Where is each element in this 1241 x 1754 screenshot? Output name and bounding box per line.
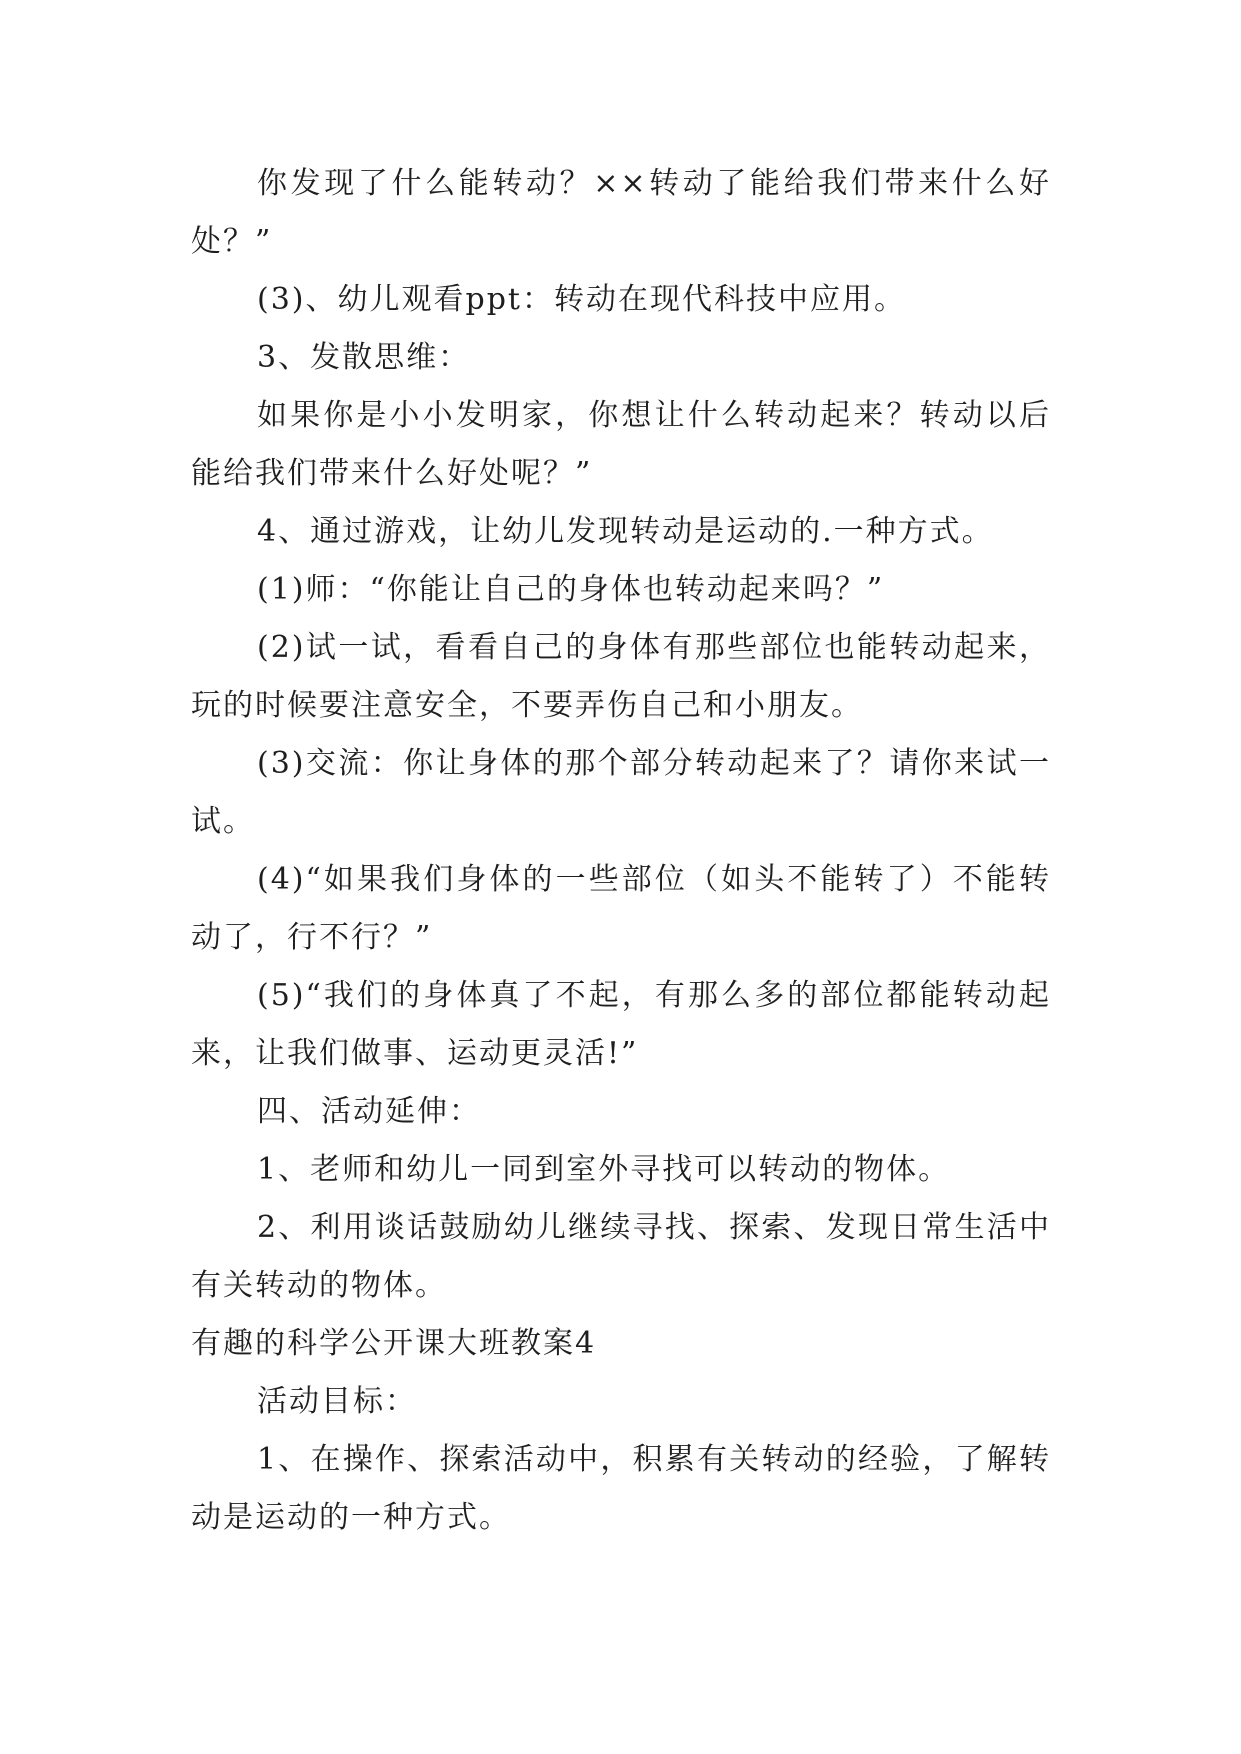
paragraph: 活动目标： [257, 1384, 417, 1419]
paragraph: (4)“如果我们身体的一些部位（如头不能转了）不能转动了，行不行？” [191, 862, 1051, 955]
section-heading: 有趣的科学公开课大班教案4 [191, 1326, 597, 1361]
paragraph: (2)试一试，看看自己的身体有那些部位也能转动起来，玩的时候要注意安全，不要弄伤自己和小朋友。 [191, 630, 1051, 723]
paragraph: 如果你是小小发明家，你想让什么转动起来？转动以后能给我们带来什么好处呢？” [191, 398, 1051, 491]
paragraph: 你发现了什么能转动？××转动了能给我们带来什么好处？” [191, 166, 1051, 259]
paragraph: (3)交流：你让身体的那个部分转动起来了？请你来试一试。 [191, 746, 1051, 839]
paragraph: 4、通过游戏，让幼儿发现转动是运动的.一种方式。 [257, 514, 994, 549]
paragraph: 3、发散思维： [257, 340, 471, 375]
document-body [191, 155, 1051, 1547]
paragraph: 2、利用谈话鼓励幼儿继续寻找、探索、发现日常生活中有关转动的物体。 [191, 1210, 1051, 1303]
paragraph: (1)师：“你能让自己的身体也转动起来吗？” [257, 572, 885, 607]
paragraph: 四、活动延伸： [257, 1094, 481, 1129]
paragraph: 1、在操作、探索活动中，积累有关转动的经验，了解转动是运动的一种方式。 [191, 1442, 1051, 1535]
paragraph: (5)“我们的身体真了不起，有那么多的部位都能转动起来，让我们做事、运动更灵活!” [191, 978, 1051, 1071]
paragraph: 1、老师和幼儿一同到室外寻找可以转动的物体。 [257, 1152, 951, 1187]
paragraph: (3)、幼儿观看ppt：转动在现代科技中应用。 [257, 282, 906, 317]
